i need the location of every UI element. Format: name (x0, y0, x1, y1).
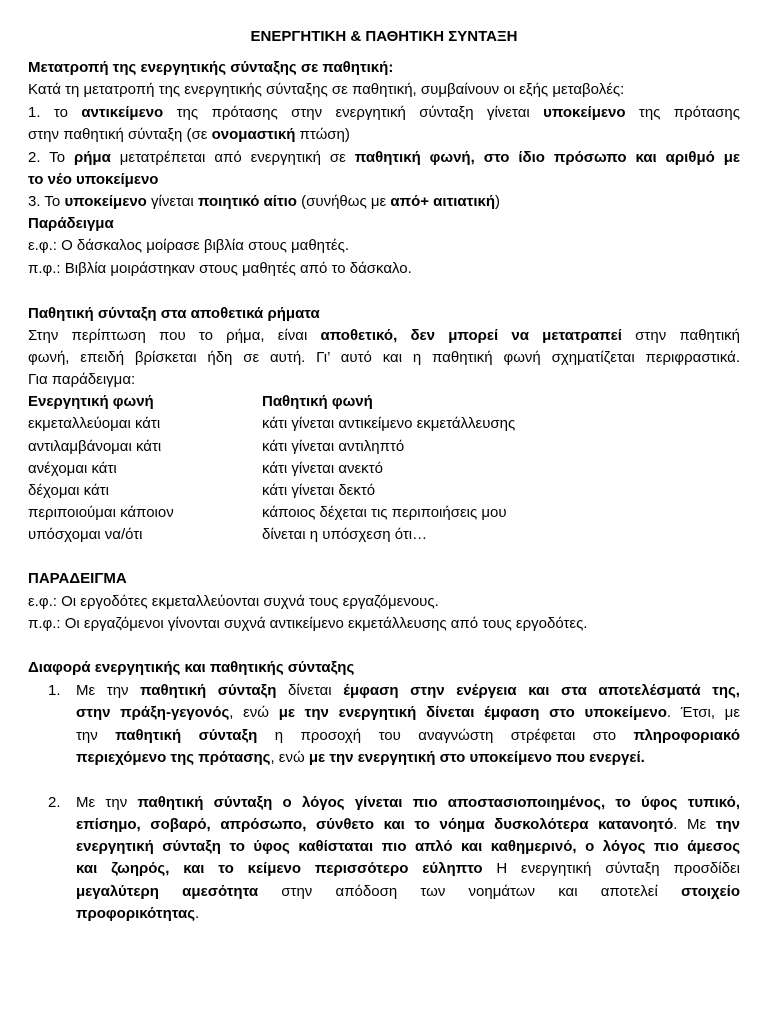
section1-heading: Μετατροπή της ενεργητικής σύνταξης σε παθητική: (28, 59, 394, 76)
text-bold: στην πράξη-γεγονός (76, 704, 230, 721)
column-header-passive: Παθητική φωνή (262, 393, 373, 410)
text-bold: αντικείμενο (81, 104, 164, 121)
text: πτώση) (295, 126, 350, 143)
cell-passive: κάτι γίνεται αντικείμενο εκμετάλλευσης (262, 415, 516, 432)
cell-active: εκμεταλλεύομαι κάτι (28, 415, 161, 432)
text: την (76, 727, 116, 744)
section3-active: ε.φ.: Οι εργοδότες εκμεταλλεύονται συχνά τους εργαζόμενους. (28, 593, 439, 610)
rule3-line (28, 191, 740, 213)
text-bold: υποκείμενο (64, 193, 147, 210)
text: στην παθητική σύνταξη (σε (28, 126, 212, 143)
list-item2-line4 (76, 858, 740, 880)
text-bold: υποκείμενο (543, 104, 626, 121)
text: . Έτσι, με (666, 704, 741, 721)
text-bold: και ζωηρός, και το κείμενο περισσότερο εύληπτο (76, 860, 483, 877)
list-item1-line3 (76, 725, 740, 747)
text: η προσοχή του αναγνώστη στρέφεται στο (257, 727, 634, 744)
text: , ενώ (229, 704, 279, 721)
text-bold: ονομαστική (211, 126, 296, 143)
list-item1-line2 (76, 702, 740, 724)
cell-active: περιποιούμαι κάποιον (28, 504, 174, 521)
list-number: 1. (48, 682, 61, 699)
column-header-active: Ενεργητική φωνή (28, 393, 154, 410)
table-row (28, 502, 740, 524)
text: μετατρέπεται από ενεργητική σε (110, 149, 355, 166)
cell-passive: κάτι γίνεται αντιληπτό (262, 438, 405, 455)
text-bold: έμφαση στην ενέργεια και στα αποτελέσματά της, (343, 682, 740, 699)
text: . Με (673, 816, 716, 833)
list-item2-line2 (76, 814, 740, 836)
section4-heading: Διαφορά ενεργητικής και παθητικής σύνταξης (28, 659, 355, 676)
section1-intro: Κατά τη μετατροπή της ενεργητικής σύνταξης σε παθητική, συμβαίνουν οι εξής μεταβολές: (28, 81, 625, 98)
table-row (28, 458, 740, 480)
rule1-line1 (28, 102, 740, 124)
text-bold: πληροφοριακό (633, 727, 740, 744)
text: 1. το (28, 104, 82, 121)
cell-active: δέχομαι κάτι (28, 482, 109, 499)
list-item1-line1 (76, 680, 740, 702)
text-bold: ποιητικό αίτιο (197, 193, 297, 210)
text-bold: ρήμα (73, 149, 111, 166)
text-bold: προφορικότητας (76, 905, 196, 922)
cell-passive: δίνεται η υπόσχεση ότι… (262, 526, 428, 543)
section3-heading: ΠΑΡΑΔΕΙΓΜΑ (28, 570, 127, 587)
section2-para-line2: φωνή, επειδή βρίσκεται ήδη σε αυτή. Γι’ αυτό και η παθητική φωνή σχηματίζεται περιφραστικά. (28, 349, 740, 366)
example-active: ε.φ.: Ο δάσκαλος μοίρασε βιβλία στους μαθητές. (28, 237, 350, 254)
text-bold: μεγαλύτερη αμεσότητα (76, 883, 259, 900)
list-number: 2. (48, 794, 61, 811)
text: Η ενεργητική σύνταξη προσδίδει (482, 860, 740, 877)
list-item2-line6 (76, 903, 740, 925)
list-item2-line3: ενεργητική σύνταξη το ύφος καθίσταται πιο απλό και καθημερινό, ο λόγος πιο άμεσος (76, 838, 740, 855)
cell-passive: κάτι γίνεται δεκτό (262, 482, 376, 499)
text-bold: παθητική σύνταξη (115, 727, 258, 744)
table-header (28, 391, 740, 413)
example-passive: π.φ.: Βιβλία μοιράστηκαν στους μαθητές από το δάσκαλο. (28, 260, 412, 277)
text-bold: με την ενεργητική δίνεται έμφαση στο υποκείμενο (278, 704, 667, 721)
text: της πρότασης στην ενεργητική σύνταξη γίνεται (163, 104, 544, 121)
table-row (28, 436, 740, 458)
text: στην απόδοση των νοημάτων και αποτελεί (258, 883, 682, 900)
text-bold: την (715, 816, 741, 833)
list-item1-line4 (76, 747, 740, 769)
text-bold: στοιχείο (681, 883, 740, 900)
text: γίνεται (146, 193, 198, 210)
table-row (28, 413, 740, 435)
text: . (195, 905, 200, 922)
text-bold: παθητική σύνταξη (140, 682, 277, 699)
cell-passive: κάτι γίνεται ανεκτό (262, 460, 383, 477)
section3-passive: π.φ.: Οι εργαζόμενοι γίνονται συχνά αντικείμενο εκμετάλλευσης από τους εργοδότες. (28, 615, 588, 632)
text: Στην περίπτωση που το ρήμα, είναι (28, 327, 321, 344)
cell-active: ανέχομαι κάτι (28, 460, 117, 477)
text: Με την (76, 794, 138, 811)
cell-active: υπόσχομαι να/ότι (28, 526, 143, 543)
text: 3. Το (28, 193, 65, 210)
text: , ενώ (270, 749, 309, 766)
rule2-line2: το νέο υποκείμενο (28, 171, 159, 188)
cell-active: αντιλαμβάνομαι κάτι (28, 438, 162, 455)
section2-para-line3: Για παράδειγμα: (28, 371, 136, 388)
rule1-line2 (28, 124, 740, 146)
text: δίνεται (276, 682, 344, 699)
text-bold: επίσημο, σοβαρό, απρόσωπο, σύνθετο και το νόημα δυσκολότερα κατανοητό (76, 816, 674, 833)
section2-heading: Παθητική σύνταξη στα αποθετικά ρήματα (28, 305, 320, 322)
text-bold: αποθετικό, δεν μπορεί να μετατραπεί (320, 327, 622, 344)
list-item2-line5 (76, 881, 740, 903)
text-bold: με την ενεργητική στο υποκείμενο που ενεργεί. (308, 749, 645, 766)
list-item2-line1 (76, 792, 740, 814)
text: της πρότασης (625, 104, 740, 121)
text: Με την (76, 682, 141, 699)
text: ) (495, 193, 501, 210)
text-bold: παθητική σύνταξη ο λόγος γίνεται πιο αποστασιοποιημένος, το ύφος τυπικό, (137, 794, 740, 811)
text: (συνήθως με (296, 193, 391, 210)
text-bold: περιεχόμενο της πρότασης (76, 749, 271, 766)
text-bold: από+ αιτιατική (390, 193, 496, 210)
text: 2. Το (28, 149, 74, 166)
example-label: Παράδειγμα (28, 215, 114, 232)
section2-para-line1 (28, 325, 740, 347)
page-title: ΕΝΕΡΓΗΤΙΚΗ & ΠΑΘΗΤΙΚΗ ΣΥΝΤΑΞΗ (250, 28, 518, 45)
cell-passive: κάποιος δέχεται τις περιποιήσεις μου (262, 504, 507, 521)
table-row (28, 480, 740, 502)
rule2-line1 (28, 147, 740, 169)
table-row (28, 524, 740, 546)
text: στην παθητική (621, 327, 740, 344)
text-bold: παθητική φωνή, στο ίδιο πρόσωπο και αριθμό με (354, 149, 741, 166)
